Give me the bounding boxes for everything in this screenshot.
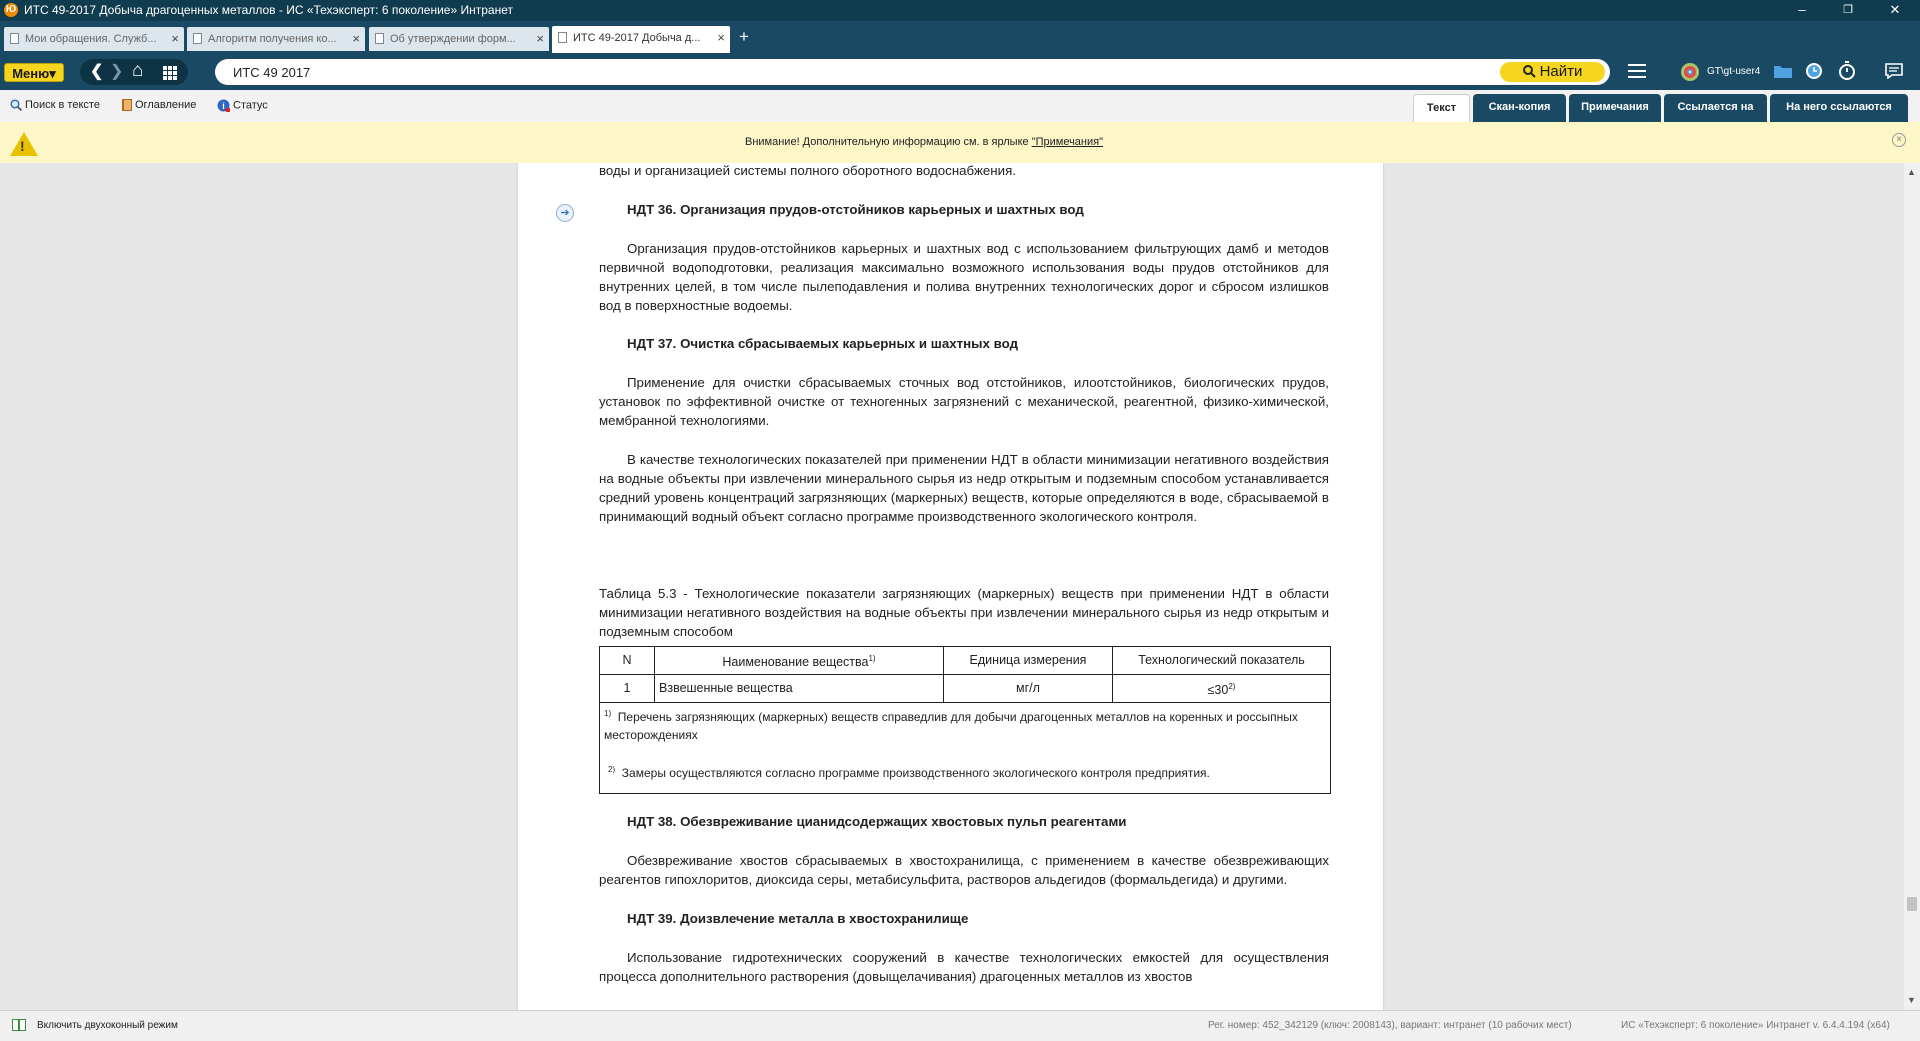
tab-scan-copy[interactable]: Скан-копия	[1473, 94, 1566, 122]
paragraph: Применение для очистки сбрасываемых сточных вод отстойников, илоотстойников, биологических прудов, установок по эффективной очистке от техногенных загрязнений с механической, реагентной, физико-химической, мембранной технологиями.	[599, 375, 1329, 428]
tab-label: Алгоритм получения ко...	[208, 33, 337, 45]
goto-arrow-icon[interactable]: ➔	[556, 204, 574, 222]
ndt36-heading: НДТ 36. Организация прудов-отстойников карьерных и шахтных вод	[627, 202, 1084, 217]
ndt39-heading: НДТ 39. Доизвлечение металла в хвостохранилище	[627, 911, 969, 927]
search-in-text-button[interactable]	[10, 99, 100, 111]
status-bar	[0, 1010, 1920, 1041]
history-icon[interactable]	[1805, 62, 1823, 80]
banner-close-icon[interactable]: ×	[1892, 133, 1906, 147]
tab-my-requests[interactable]	[4, 27, 184, 51]
registration-info: Рег. номер: 452_342129 (ключ: 2008143), вариант: интранет (10 рабочих мест)	[1208, 1020, 1572, 1031]
version-info: ИС «Техэксперт: 6 поколение» Интранет v. 6.4.4.194 (x64)	[1621, 1020, 1890, 1031]
table-row	[600, 675, 1331, 703]
user-label[interactable]: GT\gt-user4	[1707, 66, 1761, 77]
folder-icon[interactable]	[1774, 64, 1792, 78]
document-text	[599, 163, 1329, 986]
tab-label: Мои обращения. Служб...	[25, 33, 157, 45]
dual-mode-toggle[interactable]: Включить двухоконный режим	[37, 1020, 178, 1031]
status-label: Статус	[233, 99, 268, 112]
tab-forms-approval[interactable]	[369, 27, 549, 51]
magnifier-icon	[10, 99, 22, 111]
forward-icon[interactable]: ❯	[110, 63, 124, 80]
new-tab-button[interactable]: +	[739, 27, 749, 46]
vertical-scrollbar[interactable]	[1904, 163, 1920, 1010]
tab-referenced-by[interactable]: На него ссылаются	[1770, 94, 1908, 122]
notice-banner: ! Внимание! Дополнительную информацию см. в ярлыке "Примечания" ×	[0, 122, 1920, 164]
table-cell: Взвешенные вещества	[655, 675, 944, 703]
document-page	[518, 163, 1383, 1010]
footnote-1: $^{1)}$ Перечень загрязняющих (маркерных) веществ справедлив для добычи драгоценных металлов на коренных и россыпных месторождениях	[604, 709, 1298, 743]
notice-text: Внимание! Дополнительную информацию см. в ярлыке "Примечания"	[745, 136, 1104, 148]
svg-text:i: i	[222, 101, 225, 111]
table-cell: $\le 30^{2)}$	[1113, 675, 1331, 703]
tab-close-icon[interactable]: ×	[717, 30, 725, 45]
table-header-cell: Единица измерения	[944, 647, 1113, 675]
table-header-cell: Технологический показатель	[1113, 647, 1331, 675]
tab-label: ИТС 49-2017 Добыча д...	[573, 32, 701, 44]
table-cell: мг/л	[944, 675, 1113, 703]
table-footnotes-row	[600, 703, 1331, 794]
footnote-2: $^{2)}$ Замеры осуществляются согласно программе производственного экологического контроля предприятия.	[608, 765, 1210, 781]
tab-close-icon[interactable]: ×	[171, 31, 179, 46]
tab-notes[interactable]: Примечания	[1569, 94, 1661, 122]
notes-link[interactable]: "Примечания"	[1031, 136, 1104, 148]
search-in-text-label: Поиск в тексте	[25, 99, 100, 111]
app-logo-icon: Ю	[5, 4, 17, 15]
tab-algorithm[interactable]	[187, 27, 365, 51]
window-title-bar	[0, 0, 1920, 21]
status-info-icon	[217, 99, 230, 112]
window-title: ИТС 49-2017 Добыча драгоценных металлов - ИС «Техэксперт: 6 поколение» Интранет	[24, 3, 513, 17]
apps-grid-icon[interactable]	[163, 66, 177, 80]
document-icon	[375, 33, 384, 44]
restore-button[interactable]: ❐	[1843, 4, 1853, 16]
document-toolbar	[0, 90, 1920, 123]
menu-button[interactable]: Меню▾	[4, 63, 64, 82]
close-window-button[interactable]: ✕	[1889, 2, 1901, 17]
ndt38-heading: НДТ 38. Обезвреживание цианидсодержащих хвостовых пульп реагентами	[627, 814, 1127, 830]
scroll-down-icon[interactable]: ▼	[1907, 995, 1916, 1005]
main-toolbar	[0, 53, 1920, 90]
paragraph: Организация прудов-отстойников карьерных и шахтных вод с использованием фильтрующих дамб и методов первичной водоподготовки, реализация максимально возможного использования воды прудов отстойников для внутренних целей, в том числе пылеподавления и полива внутренних технологических дорог и сбросом излишков вод в поверхностные водоемы.	[599, 241, 1329, 313]
contents-label: Оглавление	[135, 99, 197, 111]
table-footnotes	[600, 703, 1331, 794]
book-icon	[122, 99, 132, 111]
ndt37-heading: НДТ 37. Очистка сбрасываемых карьерных и шахтных вод	[627, 336, 1019, 351]
search-icon	[1523, 65, 1536, 78]
search-input[interactable]	[233, 62, 1333, 82]
find-button[interactable]	[1500, 62, 1605, 82]
tab-close-icon[interactable]: ×	[352, 31, 360, 46]
user-disc-icon[interactable]	[1680, 62, 1700, 82]
tab-refers-to[interactable]: Ссылается на	[1664, 94, 1767, 122]
home-icon[interactable]: ⌂	[132, 60, 144, 81]
contents-button[interactable]	[122, 99, 196, 111]
back-icon[interactable]: ❮	[90, 63, 104, 80]
table-header-row	[600, 647, 1331, 675]
document-icon	[10, 33, 19, 44]
tab-text[interactable]: Текст	[1413, 94, 1470, 122]
status-button[interactable]	[217, 99, 268, 112]
table-cell: 1	[600, 675, 655, 703]
indicators-table	[599, 646, 1331, 794]
navigation-group	[80, 59, 188, 85]
paragraph: Использование гидротехнических сооружений в качестве технологических емкостей для осуществления процесса дополнительного растворения (довыщелачивания) драгоценных металлов из хвостов	[599, 950, 1329, 985]
document-viewport	[0, 163, 1904, 1010]
search-box	[215, 59, 1610, 85]
table-caption: Таблица 5.3 - Технологические показатели загрязняющих (маркерных) веществ при применении НДТ в области минимизации негативного воздействия на водные объекты при извлечении минерального сырья из недр открытым и подземным способом	[599, 586, 1329, 639]
scrollbar-thumb[interactable]	[1907, 897, 1917, 911]
paragraph: воды и организацией системы полного оборотного водоснабжения.	[599, 163, 1016, 178]
document-icon	[193, 33, 202, 44]
tab-label: Об утверждении форм...	[390, 33, 516, 45]
dual-window-icon[interactable]	[12, 1019, 26, 1031]
paragraph: Обезвреживание хвостов сбрасываемых в хвостохранилища, с применением в качестве обезвреживающих реагентов гипохлоритов, диоксида серы, метабисульфита, растворов альдегидов (формальдегида) и другими.	[599, 853, 1329, 888]
document-icon	[558, 32, 567, 43]
table-header-cell: Наименование вещества$^{1)}$	[655, 647, 944, 675]
hamburger-menu-icon[interactable]	[1628, 63, 1646, 79]
scroll-up-icon[interactable]: ▲	[1907, 167, 1916, 177]
table-header-cell: N	[600, 647, 655, 675]
timer-icon[interactable]	[1838, 61, 1856, 81]
tab-close-icon[interactable]: ×	[536, 31, 544, 46]
tab-strip	[0, 21, 1920, 53]
minimize-button[interactable]: –	[1798, 2, 1806, 17]
tab-its-49-2017[interactable]	[552, 26, 730, 53]
messages-icon[interactable]	[1885, 63, 1903, 79]
find-label: Найти	[1539, 63, 1583, 80]
paragraph: В качестве технологических показателей при применении НДТ в области минимизации негативного воздействия на водные объекты при извлечении минерального сырья из недр открытым и подземным способом устанавливается средний уровень концентраций загрязняющих (маркерных) веществ, которые определяются в воде, сбрасываемой в принимающий водный объект согласно программе производственного экологического контроля.	[599, 452, 1329, 524]
